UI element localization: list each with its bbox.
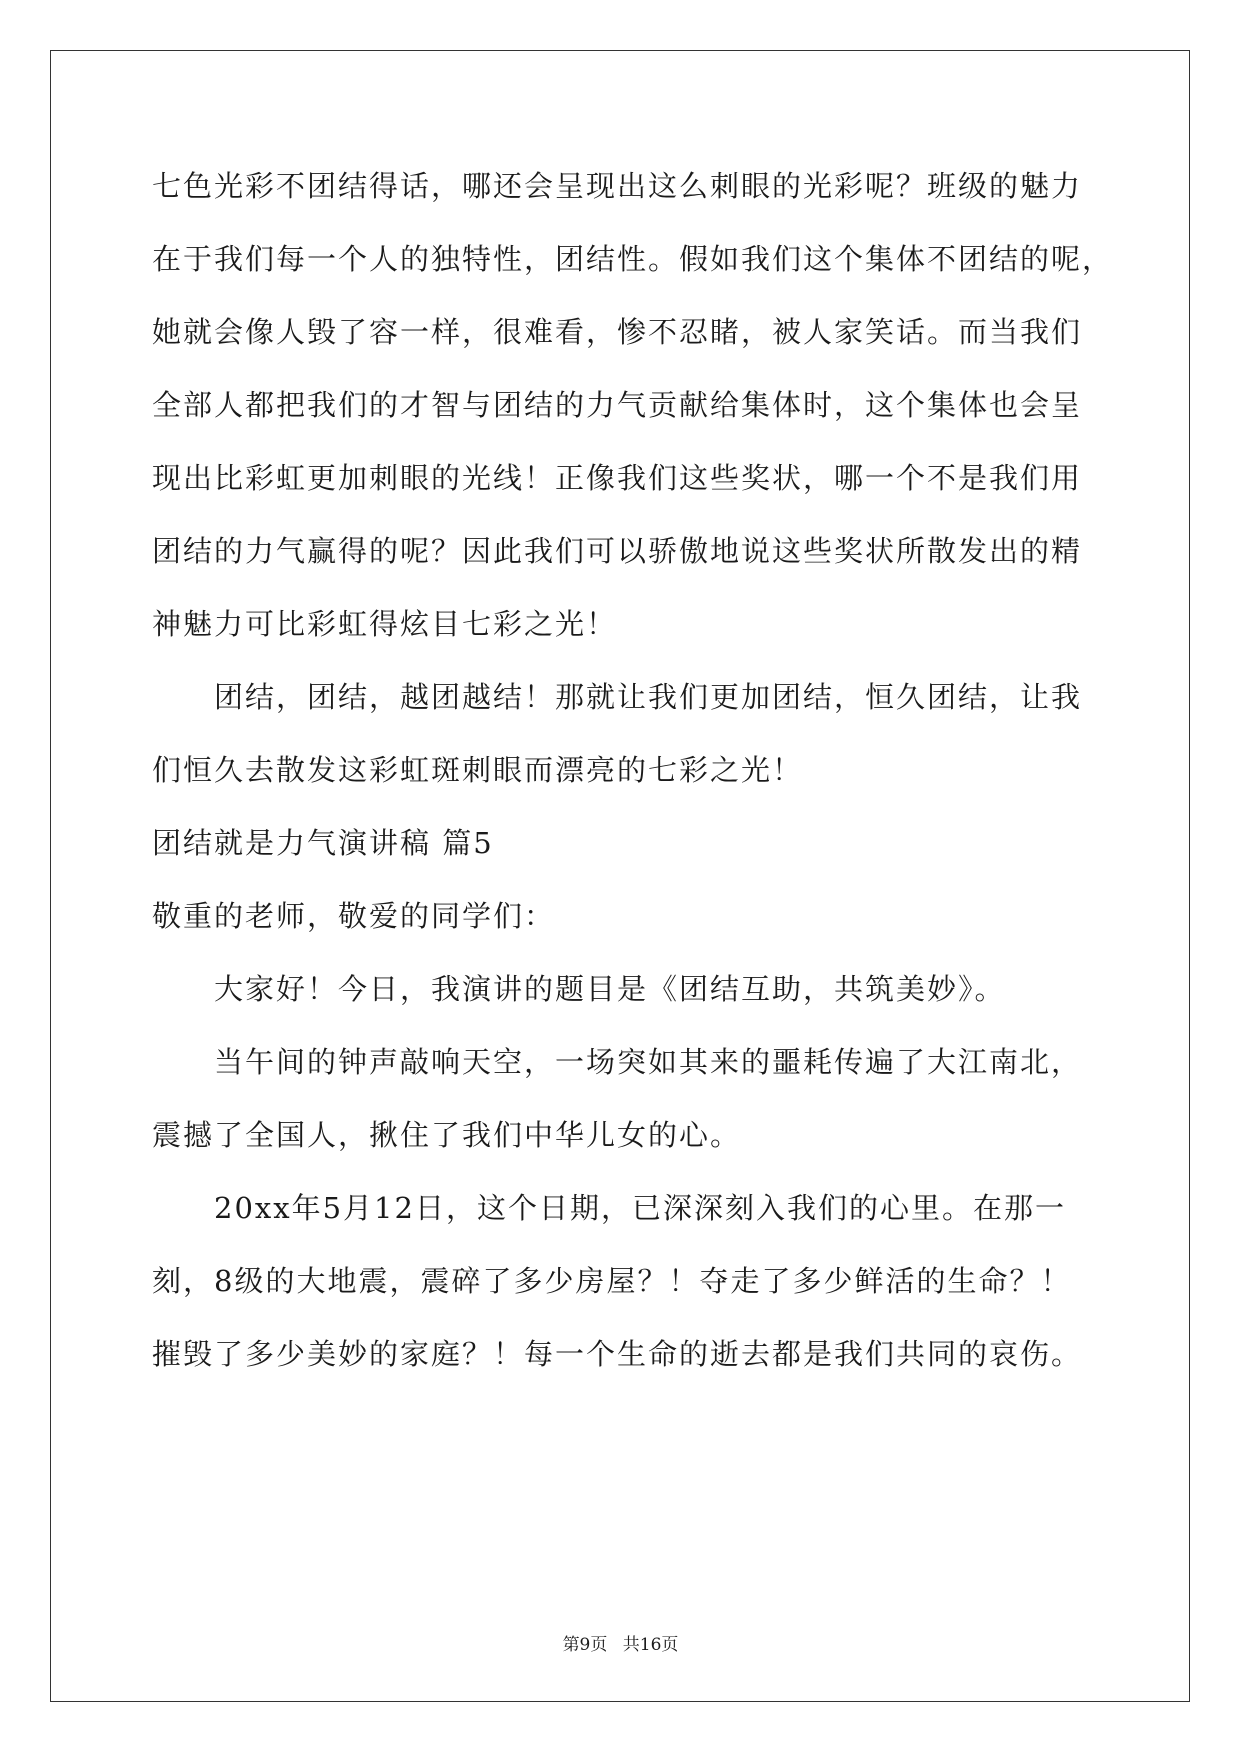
paragraph-line: 20xx年5月12日，这个日期，已深深刻入我们的心里。在那一: [214, 1191, 1066, 1225]
paragraph-line: 摧毁了多少美妙的家庭？！每一个生命的逝去都是我们共同的哀伤。: [152, 1337, 1083, 1371]
paragraph-line: 团结的力气赢得的呢？因此我们可以骄傲地说这些奖状所散发出的精: [152, 534, 1083, 568]
page-number: 第9页: [562, 1635, 608, 1655]
paragraph-line: 她就会像人毁了容一样，很难看，惨不忍睹，被人家笑话。而当我们: [152, 315, 1083, 349]
paragraph-line: 震撼了全国人，揪住了我们中华儿女的心。: [152, 1118, 742, 1152]
paragraph-line: 在于我们每一个人的独特性，团结性。假如我们这个集体不团结的呢，: [152, 242, 1114, 276]
page-footer: [0, 1633, 1241, 1657]
paragraph-line: 们恒久去散发这彩虹斑刺眼而漂亮的七彩之光！: [152, 753, 804, 787]
paragraph-line: 团结，团结，越团越结！那就让我们更加团结，恒久团结，让我: [214, 680, 1083, 714]
section-heading: 团结就是力气演讲稿 篇5: [152, 826, 494, 860]
paragraph-line: 大家好！今日，我演讲的题目是《团结互助，共筑美妙》。: [214, 972, 1006, 1006]
paragraph-line: 神魅力可比彩虹得炫目七彩之光！: [152, 607, 618, 641]
salutation: 敬重的老师，敬爱的同学们：: [152, 899, 556, 933]
paragraph-line: 七色光彩不团结得话，哪还会呈现出这么刺眼的光彩呢？班级的魅力: [152, 169, 1083, 203]
paragraph-line: 全部人都把我们的才智与团结的力气贡献给集体时，这个集体也会呈: [152, 388, 1083, 422]
paragraph-line: 刻，8级的大地震，震碎了多少房屋？！夺走了多少鲜活的生命？！: [152, 1264, 1072, 1298]
page-border: [50, 50, 1190, 1702]
page-total: 共16页: [622, 1635, 679, 1655]
paragraph-line: 当午间的钟声敲响天空，一场突如其来的噩耗传遍了大江南北，: [214, 1045, 1083, 1079]
paragraph-line: 现出比彩虹更加刺眼的光线！正像我们这些奖状，哪一个不是我们用: [152, 461, 1083, 495]
